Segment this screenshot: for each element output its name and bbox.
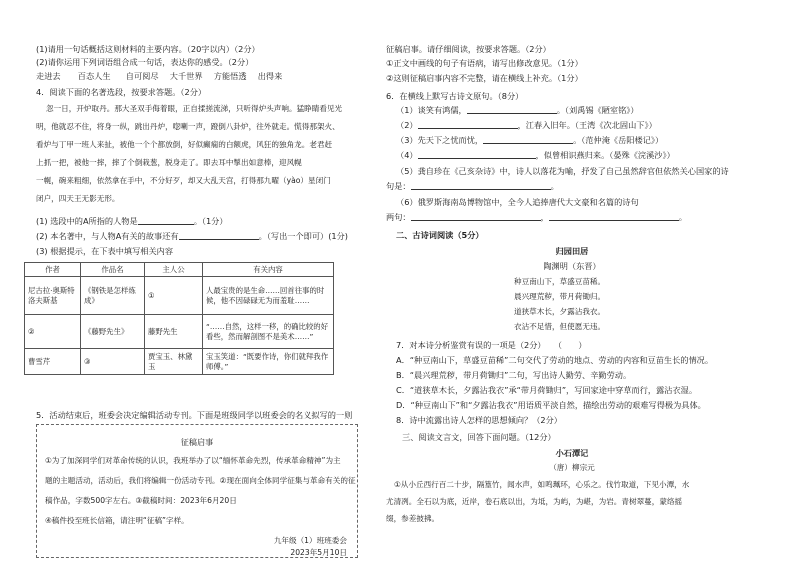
- notice-line: 稿作品，字数500字左右。③截稿时间：2023年6月20日: [45, 496, 237, 505]
- word-item: 出得来: [257, 71, 283, 81]
- sub-question-1: (1) 选段中的A所指的人物是 。（1分）: [36, 216, 228, 226]
- option-a[interactable]: A．“种豆南山下，草盛豆苗稀”二句交代了劳动的地点、劳动的内容和豆苗生长的情况。: [396, 355, 714, 365]
- notice-signature: 九年级（1）班班委会: [273, 536, 347, 545]
- table-cell: 曹雪芹: [25, 349, 81, 375]
- question-6: 6．在横线上默写古诗文原句。（8分）: [386, 91, 524, 101]
- question-5: 5．活动结束后，班委会决定编辑活动专刊。下面是班级同学以班委会的名义拟写的一则: [36, 410, 353, 420]
- word-item: 大千世界: [169, 71, 203, 81]
- notice-box: [36, 424, 358, 558]
- table-cell: 贾宝玉、林黛玉: [145, 349, 203, 375]
- word-item: 百态人生: [77, 71, 111, 81]
- recite-line: （1）谈笑有鸿儒， 。（刘禹锡《陋室铭》）: [396, 105, 639, 115]
- question-7: 7．对本诗分析鉴赏有误的一项是（2分） （ ）: [396, 340, 587, 350]
- info-table: [24, 262, 334, 375]
- table-row: [25, 277, 334, 315]
- question-5b: ②这则征稿启事内容不完整，请在横线上补充。（1分）: [386, 73, 583, 83]
- word-item: 走进去: [36, 71, 61, 81]
- question-5-cont: 征稿启事。请仔细阅读，按要求答题。（2分）: [386, 44, 551, 54]
- poem-line: 晨兴理荒秽，带月荷锄归。: [514, 292, 606, 301]
- answer-blank[interactable]: [549, 212, 679, 221]
- question-1: (1)请用一句话概括这则材料的主要内容。（20字以内）（2分）: [36, 44, 260, 54]
- recite-line: 句是： 。: [386, 181, 559, 191]
- answer-blank[interactable]: [179, 231, 259, 240]
- classic-line: 尤清冽。全石以为底，近岸，卷石底以出，为坻，为屿，为嵁，为岩。青树翠蔓，蒙络摇: [386, 497, 683, 506]
- word-item: 方能悟透: [213, 71, 247, 81]
- passage-line: 看炉与丁甲一班人来扯，被他一个个都放倒，好似癫痫的白额虎，风狂的独角龙。老君赶: [36, 140, 333, 149]
- poem-author: 陶渊明（东晋）: [543, 261, 601, 271]
- answer-blank[interactable]: [483, 135, 573, 144]
- option-c[interactable]: C．“道狭草木长，夕露沾我衣”承“带月荷锄归”，写回家途中穿草而行，露沾衣湿。: [396, 385, 698, 395]
- table-header: 作品名: [81, 263, 145, 277]
- answer-blank[interactable]: [411, 181, 551, 190]
- table-header: 主人公: [145, 263, 203, 277]
- poem-line: 衣沾不足惜，但使愿无违。: [514, 322, 606, 331]
- table-cell: 尼古拉·奥斯特洛夫斯基: [25, 277, 81, 315]
- poem-title: 归园田居: [555, 246, 589, 256]
- classic-line: ①从小丘西行百二十步，隔篁竹，闻水声，如鸣珮环，心乐之。伐竹取道，下见小潭，水: [394, 480, 690, 489]
- passage-line: 忽一日，开炉取丹。那大圣双手侮着眼，正自揉搓流涕，只听得炉头声响。猛睁睛看见光: [46, 104, 343, 113]
- notice-line: 题的主题活动，活动后，我们将编辑一份活动专刊。②现在面向全体同学征集与革命有关的征: [45, 476, 356, 485]
- recite-line: （5）龚自珍在《己亥杂诗》中，诗人以落花为喻，抒发了自己虽然辞官但依然关心国家的诗: [396, 166, 729, 176]
- notice-line: ①为了加深同学们对革命传统的认识，我班举办了以“缅怀革命先烈，传承革命精神”为主: [45, 456, 341, 465]
- table-row: [25, 315, 334, 349]
- table-cell: 《钢铁是怎样炼成》: [81, 277, 145, 315]
- passage-line: 一幌，碗来粗细，依然拿在手中，不分好歹，却又大乱天宫，打得那九曜（yào）星闭门: [36, 176, 331, 185]
- question-5a: ①正文中画线的句子有语病，请写出修改意见。（1分）: [386, 58, 583, 68]
- notice-date: 2023年5月10日: [290, 548, 347, 557]
- answer-blank[interactable]: [418, 150, 536, 159]
- table-cell: 《藤野先生》: [81, 315, 145, 349]
- notice-title: 征稿启事: [180, 437, 214, 447]
- question-4: 4．阅读下面的名著选段，按要求答题。（2分）: [36, 87, 207, 97]
- word-list: [36, 71, 282, 81]
- recite-line: （2） ，江春入旧年。（王湾《次北固山下》）: [396, 120, 657, 130]
- classic-title: 小石潭记: [555, 448, 589, 458]
- table-header: 有关内容: [203, 263, 334, 277]
- recite-line: 两句： ， 。: [386, 212, 687, 222]
- option-d[interactable]: D．“种豆南山下”和“夕露沾我衣”用语质平淡自然，描绘出劳动的艰难写得极为具体。: [396, 400, 706, 410]
- table-cell: 人最宝贵的是生命……回首往事的时候，他不因碌碌无为而羞耻……: [203, 277, 334, 315]
- sub-question-3: (3) 根据提示，在下表中填写相关内容: [36, 246, 174, 256]
- classic-line: 缀，参差披拂。: [386, 514, 440, 523]
- table-cell: 宝玉笑道：“既要作诗，你们就拜我作师傅。”: [203, 349, 334, 375]
- recite-line: （4） ，似曾相识燕归来。（晏殊《浣溪沙》）: [396, 150, 675, 160]
- table-header-row: [25, 263, 334, 277]
- classic-author: （唐）柳宗元: [549, 463, 595, 472]
- answer-blank[interactable]: [467, 105, 557, 114]
- passage-line: 上抓一把，被他一摔，摔了个倒栽葱，脱身走了。即去耳中掣出如意棒，迎风幌: [36, 158, 302, 167]
- table-cell: “……自然，这样一移，的确比较的好看些，然而解剖图不是美术……”: [203, 315, 334, 349]
- poem-line: 道狭草木长，夕露沾我衣。: [514, 307, 606, 316]
- section-3-heading: 三、阅读文言文，回答下面问题。（12分）: [402, 432, 556, 442]
- table-cell: ③: [81, 349, 145, 375]
- notice-line: ④稿件投至班长信箱，请注明“征稿”字样。: [45, 516, 189, 525]
- recite-line: （6）俄罗斯海南岛博物馆中，全今人追捧唐代大文豪和名篇的诗句: [396, 197, 639, 207]
- table-cell: 藤野先生: [145, 315, 203, 349]
- table-row: [25, 349, 334, 375]
- passage-line: 闭户，四天王无影无形。: [36, 194, 120, 203]
- table-cell: ①: [145, 277, 203, 315]
- poem-line: 种豆南山下，草盛豆苗稀。: [514, 277, 606, 286]
- answer-blank[interactable]: [138, 216, 194, 225]
- answer-blank[interactable]: [418, 120, 518, 129]
- recite-line: （3）先天下之忧而忧， 。（范仲淹《岳阳楼记》）: [396, 135, 664, 145]
- section-2-heading: 二、古诗词阅读（5分）: [396, 230, 484, 240]
- table-cell: ②: [25, 315, 81, 349]
- word-item: 自可阅尽: [125, 71, 159, 81]
- option-b[interactable]: B．“晨兴理荒秽，带月荷锄归”二句，写出诗人勤劳、辛勤劳动。: [396, 370, 632, 380]
- passage-line: 明，他就忍不住，将身一纵，跳出丹炉，唿喇一声，蹬倒八卦炉，往外就走。慌得那架火、: [36, 122, 340, 131]
- question-8: 8．诗中流露出诗人怎样的思想倾向？（2分）: [396, 415, 562, 425]
- question-2: (2)请你运用下列词语组合成一句话，表达你的感受。（2分）: [36, 57, 254, 67]
- sub-question-2: (2) 本名著中，与人物A有关的故事还有 。（写出一个即可）(1分): [36, 231, 348, 241]
- answer-blank[interactable]: [411, 212, 541, 221]
- table-header: 作者: [25, 263, 81, 277]
